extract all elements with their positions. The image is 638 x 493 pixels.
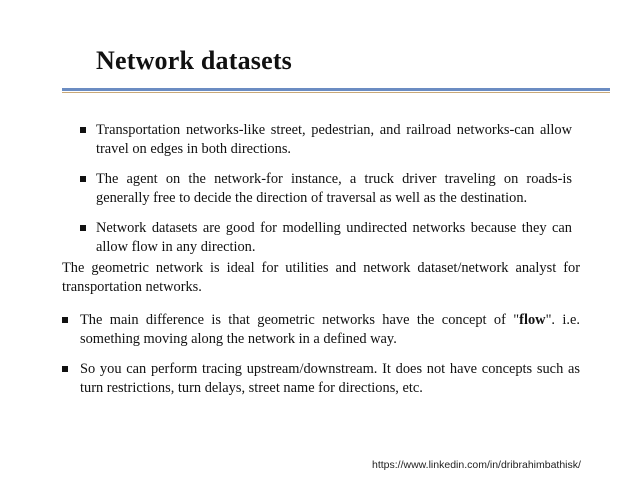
bullet-text: The agent on the network-for instance, a truck driver traveling on roads-is generally free to decide the direction of traversal as well as the destination.	[96, 171, 572, 206]
footer-link[interactable]: https://www.linkedin.com/in/dribrahimbathisk/	[372, 459, 581, 471]
bullet-text: Transportation networks-like street, pedestrian, and railroad networks-can allow travel on edges in both directions.	[96, 122, 572, 157]
square-bullet-icon	[62, 317, 68, 323]
top-bullet-list	[96, 121, 572, 268]
flow-emphasis: flow	[519, 312, 546, 328]
bullet-text-part: ". i.e. something moving along the network in a defined way.	[80, 312, 580, 347]
bullet-text: So you can perform tracing upstream/downstream. It does not have concepts such as turn restrictions, turn delays, street name for directions, etc.	[80, 361, 580, 396]
square-bullet-icon	[80, 176, 86, 182]
bullet-item	[80, 360, 580, 398]
square-bullet-icon	[80, 225, 86, 231]
slide-title: Network datasets	[96, 46, 293, 75]
bullet-item	[96, 219, 572, 257]
bullet-item	[80, 311, 580, 349]
bottom-bullet-list	[80, 311, 580, 409]
title-underline-tan	[62, 92, 610, 93]
body-paragraph: The geometric network is ideal for utilities and network dataset/network analyst for transportation networks.	[62, 260, 580, 295]
bullet-text-part: The main difference is that geometric networks have the concept of "	[80, 312, 520, 328]
square-bullet-icon	[80, 127, 86, 133]
bullet-item	[96, 121, 572, 159]
square-bullet-icon	[62, 366, 68, 372]
title-underline-blue	[62, 88, 610, 91]
bullet-text: Network datasets are good for modelling undirected networks because they can allow flow in any direction.	[96, 220, 572, 255]
bullet-text	[80, 312, 580, 347]
bullet-item	[96, 170, 572, 208]
